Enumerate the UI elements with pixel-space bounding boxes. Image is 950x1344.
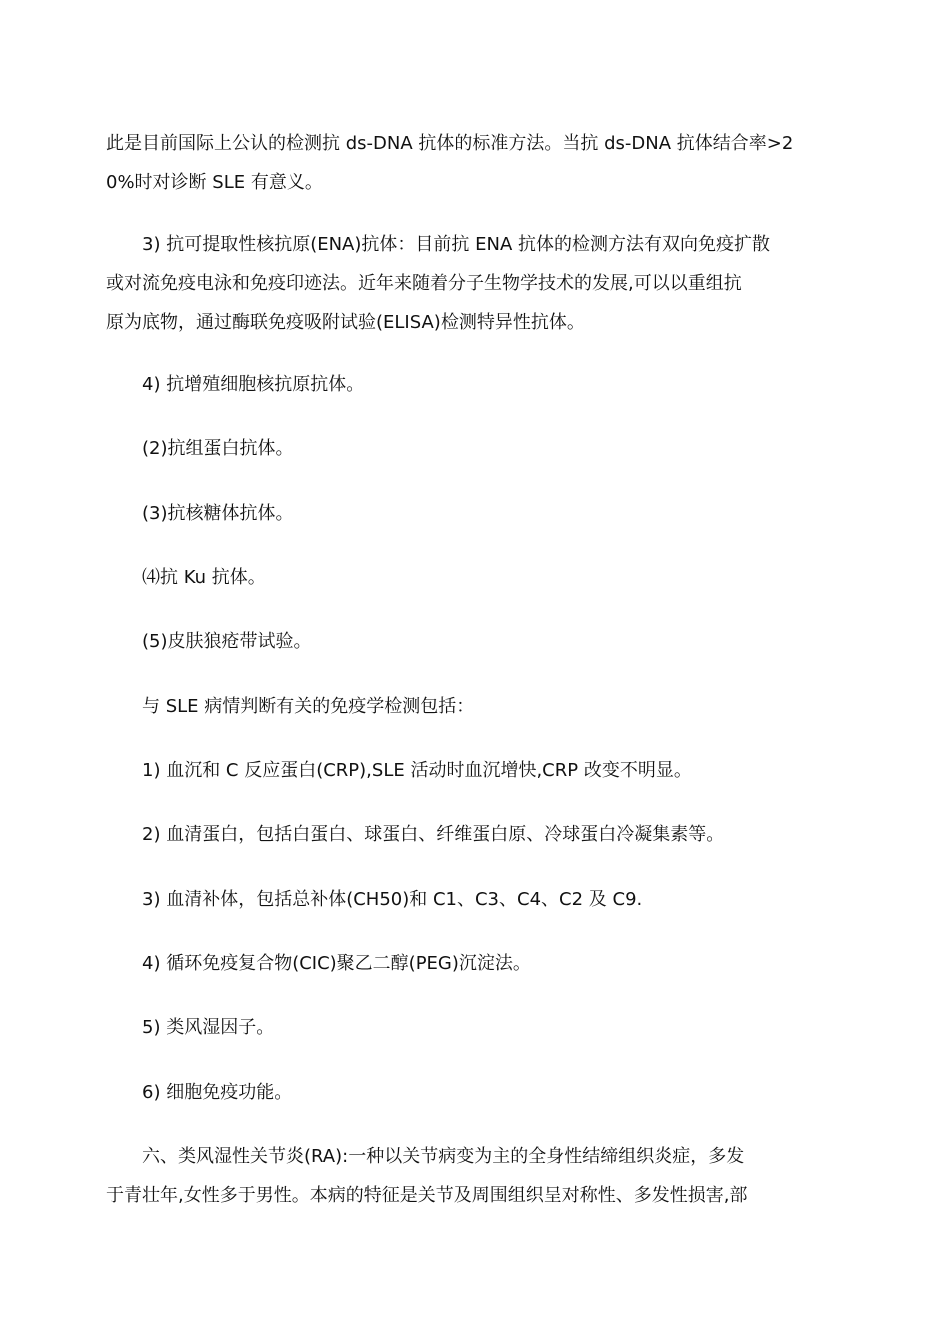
- text-line: 0%时对诊断 SLE 有意义。: [106, 172, 323, 193]
- text-line: 与 SLE 病情判断有关的免疫学检测包括：: [142, 696, 475, 717]
- text-line: ⑷抗 Ku 抗体。: [142, 567, 266, 588]
- text-line: 此是目前国际上公认的检测抗 ds-DNA 抗体的标准方法。当抗 ds-DNA 抗体结合率>2: [106, 133, 794, 154]
- paragraph-sle-assessment-intro: [106, 687, 846, 726]
- text-line: 4) 循环免疫复合物(CIC)聚乙二醇(PEG)沉淀法。: [142, 953, 531, 974]
- text-line: 2) 血清蛋白，包括白蛋白、球蛋白、纤维蛋白原、冷球蛋白冷凝集素等。: [142, 824, 725, 845]
- text-line: 3) 血清补体，包括总补体(CH50)和 C1、C3、C4、C2 及 C9.: [142, 889, 643, 910]
- list-item-esr-crp: [106, 751, 846, 790]
- paragraph-ra-definition: [106, 1137, 846, 1215]
- text-line: (2)抗组蛋白抗体。: [142, 438, 294, 459]
- list-item-rheumatoid-factor: [106, 1008, 846, 1047]
- text-line: 3) 抗可提取性核抗原(ENA)抗体：目前抗 ENA 抗体的检测方法有双向免疫扩散: [142, 234, 770, 255]
- text-line: 5) 类风湿因子。: [142, 1017, 275, 1038]
- list-item-cell-immunity: [106, 1073, 846, 1112]
- text-line: (3)抗核糖体抗体。: [142, 503, 294, 524]
- text-line: (5)皮肤狼疮带试验。: [142, 631, 312, 652]
- text-line: 于青壮年,女性多于男性。本病的特征是关节及周围组织呈对称性、多发性损害,部: [106, 1185, 748, 1206]
- list-item-ribosome-antibody: [106, 494, 846, 533]
- list-item-cic: [106, 944, 846, 983]
- text-line: 原为底物，通过酶联免疫吸附试验(ELISA)检测特异性抗体。: [106, 312, 585, 333]
- text-line: 4) 抗增殖细胞核抗原抗体。: [142, 374, 365, 395]
- text-line: 或对流免疫电泳和免疫印迹法。近年来随着分子生物学技术的发展,可以以重组抗: [106, 273, 742, 294]
- list-item-pcna-antibody: [106, 365, 846, 404]
- list-item-ku-antibody: [106, 558, 846, 597]
- list-item-complement: [106, 880, 846, 919]
- list-item-lupus-band-test: [106, 622, 846, 661]
- paragraph-dsdna-method: [106, 124, 846, 202]
- list-item-serum-protein: [106, 815, 846, 854]
- list-item-histone-antibody: [106, 429, 846, 468]
- text-line: 六、类风湿性关节炎(RA):一种以关节病变为主的全身性结缔组织炎症，多发: [142, 1146, 745, 1167]
- text-line: 1) 血沉和 C 反应蛋白(CRP),SLE 活动时血沉增快,CRP 改变不明显。: [142, 760, 692, 781]
- paragraph-ena-antibody: [106, 225, 846, 342]
- text-line: 6) 细胞免疫功能。: [142, 1082, 293, 1103]
